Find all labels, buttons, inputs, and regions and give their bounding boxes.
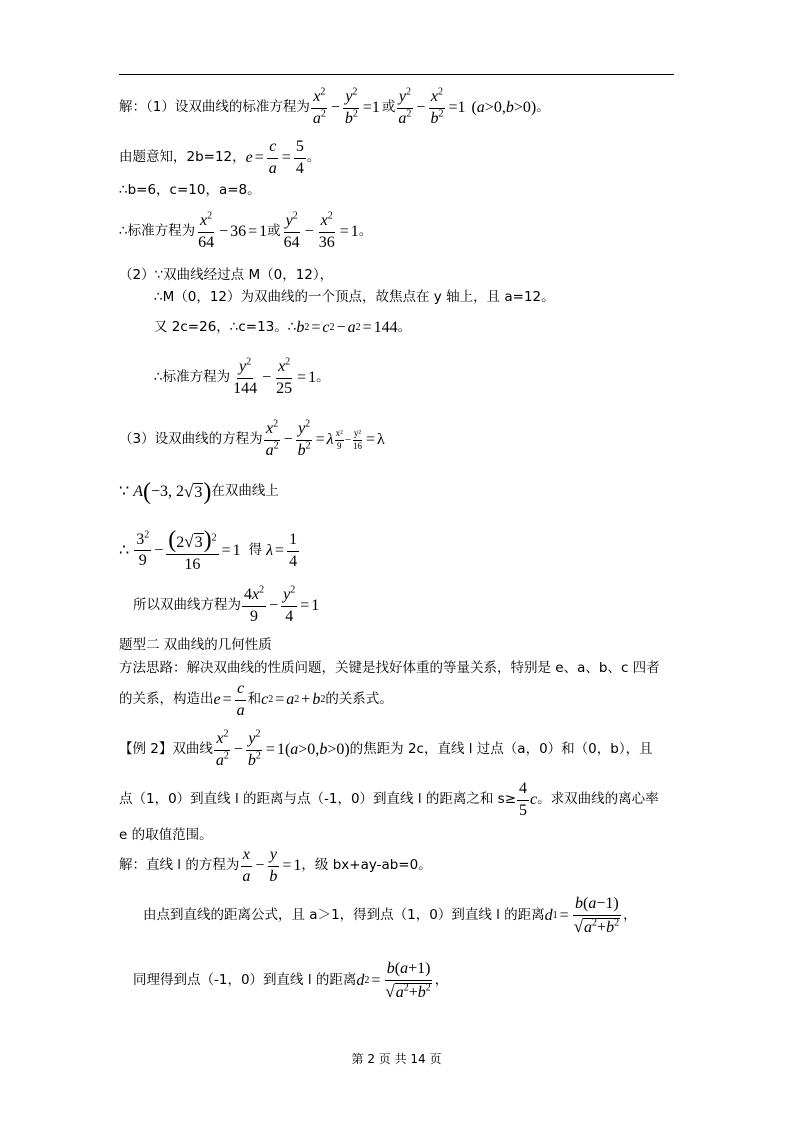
header-rule bbox=[119, 74, 674, 75]
formula-d1: d 1 = b(a−1) √ $a^2+b^2$ bbox=[544, 894, 620, 936]
text: ， bbox=[623, 907, 637, 924]
line-7 bbox=[154, 316, 411, 340]
line-2 bbox=[119, 137, 321, 177]
text: ∴标准方程为 bbox=[119, 223, 196, 240]
formula-d2: d 2 = b(a+1) √ $a^2+b^2$ bbox=[356, 959, 431, 1001]
formula-final-hyperbola: $4x^2$ 9 − $\frac{y^2}{4}$ = 1 bbox=[244, 584, 320, 625]
text: 。 bbox=[397, 319, 412, 336]
text: 解：（1）设双曲线的标准方程为 bbox=[119, 99, 310, 116]
text: 的关系式。 bbox=[325, 691, 393, 708]
line-18 bbox=[119, 827, 213, 845]
line-9 bbox=[119, 420, 385, 460]
line-10 bbox=[119, 478, 279, 506]
line-5 bbox=[119, 267, 333, 285]
text: 。 bbox=[358, 223, 373, 240]
line-11 bbox=[119, 526, 300, 576]
text: 。 bbox=[536, 99, 550, 116]
text: （2）∵双曲线经过点 M（0，12）， bbox=[119, 267, 334, 284]
text: 所以双曲线方程为 bbox=[133, 597, 241, 614]
line-13 bbox=[119, 637, 272, 655]
line-3 bbox=[119, 182, 261, 200]
formula-std-1: $x^2$ 64 − 36 = 1 bbox=[198, 210, 268, 251]
text: 得 bbox=[248, 542, 263, 559]
formula-hyperbola-x: $x^2$ $a^2$ − $\frac{y^2}{b^2}$ =1 bbox=[312, 86, 380, 127]
line-8 bbox=[154, 358, 330, 398]
line-4 bbox=[119, 212, 372, 252]
line-6 bbox=[154, 289, 555, 307]
text: 同理得到点（-1，0）到直线 l 的距离 bbox=[133, 972, 357, 989]
text: 。 bbox=[316, 369, 330, 386]
text: e 的取值范围。 bbox=[119, 827, 213, 844]
section-title: 题型二 双曲线的几何性质 bbox=[119, 637, 272, 654]
page-footer: 第 2 页 共 14 页 bbox=[351, 1052, 442, 1066]
formula-std-3: $y^2$ 144 − $\frac{x^2}{25}$ = 1 bbox=[233, 356, 317, 397]
text: 和 bbox=[247, 691, 262, 708]
formula-lambda: $x^2$ $a^2$ − $\frac{y^2}{b^2}$ = λ x² 9 − $\frac{\text{y²}}{16}$ = λ bbox=[265, 418, 385, 459]
text: ， bbox=[434, 972, 449, 989]
text: 在双曲线上 bbox=[211, 483, 279, 500]
line-17 bbox=[119, 780, 659, 820]
formula-hyperbola-y: $y^2$ $a^2$ − $\frac{x^2}{b^2}$ =1 ( a >0, b >0) bbox=[398, 86, 537, 127]
text: 。 bbox=[306, 149, 321, 166]
formula-example-hyperbola: $x^2$ $a^2$ − $\frac{y^2}{b^2}$ = 1( a >0, b >0) bbox=[215, 728, 350, 769]
line-1 bbox=[119, 88, 550, 128]
formula-e-ca: e = $\frac{c}{a}$ bbox=[213, 679, 245, 719]
line-14 bbox=[119, 660, 660, 678]
text: （3）设双曲线的方程为 bbox=[119, 431, 263, 448]
text: 由题意知，2b=12， bbox=[119, 149, 246, 166]
text: 的焦距为 2c，直线 l 过点（a，0）和（0，b），且 bbox=[349, 741, 653, 758]
formula-substitute: ∴ $3^2$ 9 − (2 √ 3 )$^2$ 16 = 1 bbox=[119, 527, 249, 574]
example-label: 【例 2】双曲线 bbox=[119, 741, 213, 758]
formula-c-squared: c 2 = a 2 + b 2 bbox=[261, 691, 326, 708]
text: ∴M（0，12）为双曲线的一个顶点，故焦点在 y 轴上，且 a=12。 bbox=[154, 289, 555, 306]
text: 由点到直线的距离公式，且 a＞1，得到点（1，0）到直线 l 的距离 bbox=[143, 907, 545, 924]
text: ∴b=6，c=10，a=8。 bbox=[119, 182, 261, 199]
line-20 bbox=[143, 893, 637, 939]
text: 。求双曲线的离心率 bbox=[537, 791, 659, 808]
text: 的关系，构造出 bbox=[119, 691, 214, 708]
line-15 bbox=[119, 680, 393, 720]
formula-point-a: ∵ A ( −3, 2 √ 3 ) bbox=[119, 479, 212, 505]
line-12 bbox=[133, 586, 319, 626]
text: 或 bbox=[381, 99, 396, 116]
line-19 bbox=[119, 846, 432, 886]
line-16 bbox=[119, 730, 653, 770]
formula-line-l: x a − $\frac{y}{b}$ = 1 bbox=[242, 845, 302, 885]
formula-lambda-value: λ = $\frac{1}{4}$ bbox=[266, 530, 298, 570]
formula-std-2: $y^2$ 64 − $\frac{x^2}{36}$ = 1 bbox=[283, 210, 359, 251]
text: 解：直线 l 的方程为 bbox=[119, 857, 240, 874]
text: ∴标准方程为 bbox=[154, 369, 231, 386]
formula-b-squared: b 2 = c 2 − a 2 = 144 bbox=[296, 319, 398, 336]
formula-four-fifths-c: 4 5 c bbox=[519, 779, 538, 819]
line-21 bbox=[133, 958, 448, 1004]
text: 又 2c=26，∴c=13。∴ bbox=[154, 319, 297, 336]
text: 或 bbox=[267, 223, 281, 240]
text: ，级 bx+ay-ab=0。 bbox=[301, 857, 432, 874]
formula-eccentricity: e = $\frac{c}{a}$ = $\frac{5}{4}$ bbox=[245, 137, 304, 177]
text: 方法思路：解决双曲线的性质问题，关键是找好体重的等量关系，特别是 e、a、b、c 四者 bbox=[119, 660, 660, 677]
text: 点（1，0）到直线 l 的距离与点（-1，0）到直线 l 的距离之和 s≥ bbox=[119, 791, 517, 808]
